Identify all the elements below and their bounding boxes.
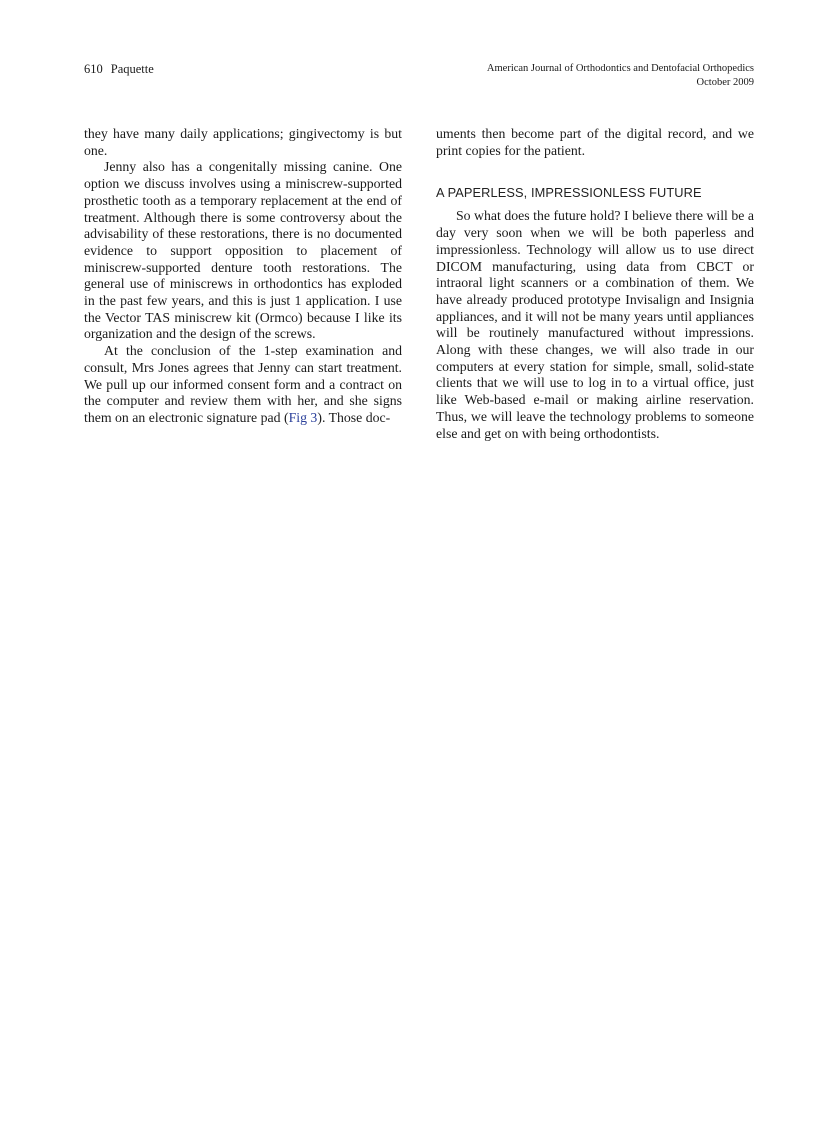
paragraph bbox=[84, 343, 402, 427]
paragraph: Jenny also has a congenitally missing canine. One option we discuss involves using a miniscrew-supported prosthetic tooth as a temporary replacement at the end of treatment. Although there is some controversy about the advisability of these restorations, there is no documented evidence to support opposition to placement of miniscrew-supported denture tooth restorations. The general use of miniscrews in orthodontics has exploded in the past few years, and this is just 1 application. I use the Vector TAS miniscrew kit (Ormco) because I like its organization and the design of the screws. bbox=[84, 159, 402, 342]
figure-reference-link[interactable]: Fig 3 bbox=[288, 409, 318, 425]
page-number: 610 bbox=[84, 62, 103, 76]
issue-date: October 2009 bbox=[696, 77, 754, 88]
running-head bbox=[84, 62, 754, 94]
paragraph-text: At the conclusion of the 1-step examination and consult, Mrs Jones agrees that Jenny can start treatment. We pull up our informed consent form and a contract on the computer and review them with her, and she signs them on an electronic signature pad ( bbox=[84, 343, 402, 425]
running-head-left bbox=[84, 62, 154, 77]
author-name: Paquette bbox=[110, 62, 154, 76]
journal-title: American Journal of Orthodontics and Dentofacial Orthopedics bbox=[486, 63, 754, 74]
paragraph: they have many daily applications; gingivectomy is but one. bbox=[84, 126, 402, 158]
running-head-right bbox=[487, 62, 754, 90]
left-column bbox=[84, 126, 402, 427]
paragraph: uments then become part of the digital record, and we print copies for the patient. bbox=[436, 126, 754, 158]
paragraph: So what does the future hold? I believe there will be a day very soon when we will be both paperless and impressionless. Technology will allow us to use direct DICOM manufacturing, using data from CBCT or intraoral light scanners or a combination of them. We have already produced prototype Invisalign and Insignia appliances, and it will not be many years until appliances will be routinely manufactured without impressions. Along with these changes, we will also trade in our computers at every station for simple, small, solid-state clients that we will use to log in to a virtual office, just like Web-based e-mail or making airline reservation. Thus, we will leave the technology problems to someone else and get on with being orthodontists. bbox=[436, 208, 754, 441]
paragraph-text: ). Those doc- bbox=[317, 409, 391, 425]
right-column bbox=[436, 126, 754, 442]
section-heading: A PAPERLESS, IMPRESSIONLESS FUTURE bbox=[436, 185, 702, 201]
